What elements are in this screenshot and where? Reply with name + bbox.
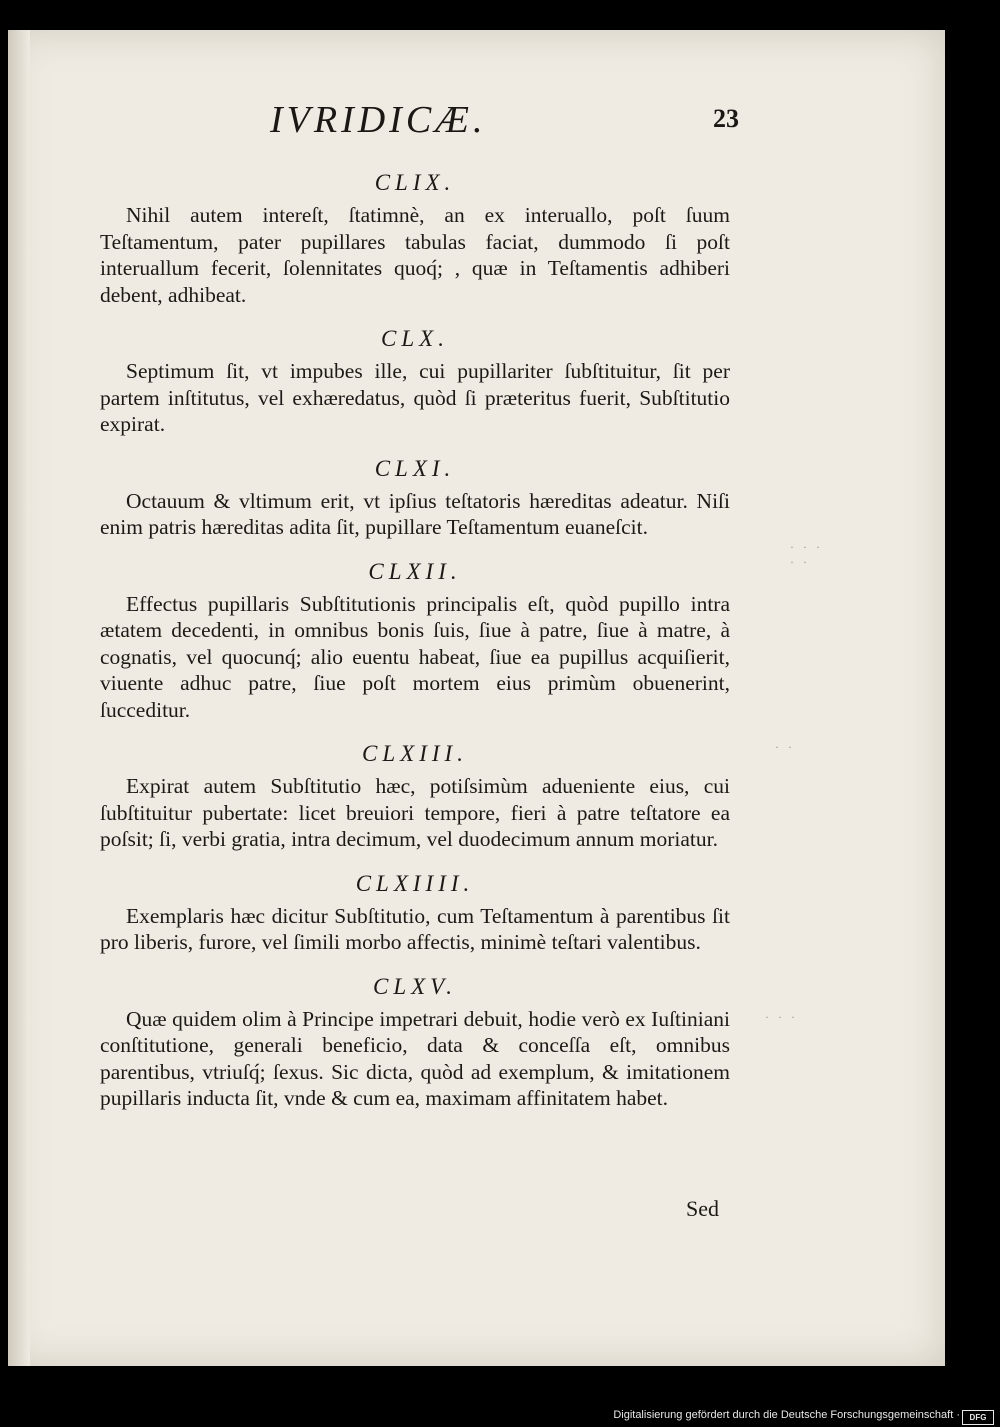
catchword: Sed <box>686 1196 719 1221</box>
section-paragraph: Septimum ſit, vt impubes ille, cui pupillariter ſubſtituitur, ſit per partem inſtitutus, vel exhæredatus, quòd ſi præteritus fuerit, Subſtitutio expirat. <box>100 359 730 436</box>
funding-credit: Digitalisierung gefördert durch die Deutsche Forschungsgemeinschaft · <box>613 1409 960 1421</box>
section-clxiiii <box>100 871 730 956</box>
section-clxi <box>100 456 730 541</box>
section-paragraph: Octauum & vltimum erit, vt ipſius teſtatoris hæreditas adeatur. Niſi enim patris hæreditas adita ſit, pupillare Teſtamentum euaneſcit. <box>100 488 730 539</box>
bleed-through-marks: · · <box>775 740 795 754</box>
running-title: IVRIDICÆ. <box>270 99 487 141</box>
section-heading: CLXV. <box>372 973 458 999</box>
section-heading: CLXI. <box>374 455 456 481</box>
section-paragraph: Expirat autem Subſtitutio hæc, potiſsimùm adueniente eius, cui ſubſtituitur pubertate: licet breuiori tempore, fieri à patre teſtatore ea poſsit; ſi, verbi gratia, intra decimum, vel duodecimum annum moriatur. <box>100 774 730 851</box>
section-heading: CLXII. <box>368 558 462 584</box>
page-number: 23 <box>713 104 739 133</box>
page-body <box>100 170 730 1130</box>
section-paragraph: Effectus pupillaris Subſtitutionis principalis eſt, quòd pupillo intra ætatem decedenti, in omnibus bonis ſuis, ſiue à patre, ſiue à matre, à cognatis, vel quocunq́; alio euentu habeat, ſiue ea pupillus acquiſierit, viuente adhuc patre, ſiue poſt mortem eius primùm obuenerint, ſucceditur. <box>100 591 730 722</box>
section-clxv <box>100 974 730 1112</box>
section-heading: CLXIII. <box>362 741 468 766</box>
section-clix <box>100 170 730 308</box>
page-header <box>0 98 1000 148</box>
digitization-footer <box>0 1408 1000 1427</box>
section-paragraph: Exemplaris hæc dicitur Subſtitutio, cum Teſtamentum à parentibus ſit pro liberis, furore, vel ſimili morbo affectis, minimè teſtari valentibus. <box>100 903 730 954</box>
section-clx <box>100 326 730 438</box>
section-heading: CLX. <box>381 326 449 351</box>
dfg-logo-icon: DFG <box>962 1410 994 1425</box>
section-heading: CLIX. <box>374 170 456 195</box>
bleed-through-marks: · · · <box>765 1010 798 1024</box>
page-gutter-edge <box>8 30 30 1366</box>
section-paragraph: Quæ quidem olim à Principe impetrari debuit, hodie verò ex Iuſtiniani conſtitutione, generali beneficio, data & conceſſa eſt, omnibus parentibus, vtriuſq́; ſexus. Sic dicta, quòd ad exemplum, & imitationem pupillaris inducta ſit, vnde & cum ea, maximam affinitatem habet. <box>100 1006 730 1110</box>
section-clxii <box>100 559 730 724</box>
section-heading: CLXIIII. <box>355 870 475 896</box>
section-clxiii <box>100 741 730 853</box>
section-paragraph: Nihil autem intereſt, ſtatimnè, an ex interuallo, poſt ſuum Teſtamentum, pater pupillares tabulas faciat, dummodo ſi poſt interuallum fecerit, ſolennitates quoq́; , quæ in Teſtamentis adhiberi debent, adhibeat. <box>100 203 730 307</box>
bleed-through-marks: · · · · · <box>790 540 823 569</box>
